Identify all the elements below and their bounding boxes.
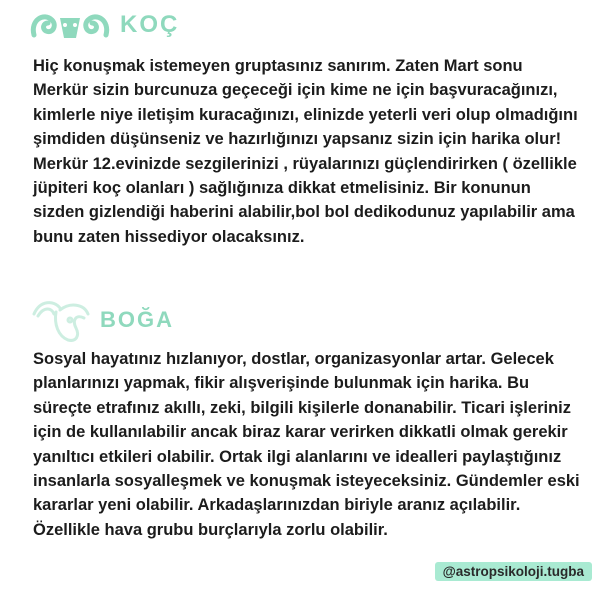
taurus-bull-head-icon — [30, 296, 94, 344]
author-handle-badge: @astropsikoloji.tugba — [435, 562, 592, 581]
taurus-paragraph: Sosyal hayatınız hızlanıyor, dostlar, organizasyonlar artar. Gelecek planlarınızı yapmak, fikir alışverişinde bulunmak için harika. Bu süreçte etrafınız akıllı, zeki, bilgili kişilerle donanabilir. Ticari işleriniz için de kullanılabilir ancak biraz karar verirken dikkatli olmak gerekir yanıltıcı etkileri olabilir. Ortak ilgi alanlarını ve idealleri paylaştığınız insanlarla sosyalleşmek ve konuşmak isteyeceksiniz. Gündemler eski kararlar yeni olabilir. Arkadaşlarınızdan biriyle aranız açılabilir. Özellikle hava grubu burçlarıyla zorlu olabilir. — [33, 350, 580, 539]
aries-ram-horns-icon — [30, 8, 110, 42]
aries-paragraph: Hiç konuşmak istemeyen gruptasınız sanırım. Zaten Mart sonu Merkür sizin burcunuza geçeceği için kime ne için başvuracağınızı, kimlerle niye iletişim kuracağınızı, elinizde yeterli veri olup olmadığını şimdiden düşünseniz ve hazırlığınızı yapsanız sizin için harika olur! Merkür 12.evinizde sezgilerinizi , rüyalarınızı güçlendirirken ( özellikle jüpiteri koç olanları ) sağlığınıza dikkat etmelisiniz. Bir konunun sizden gizlendiği haberini alabilir,bol bol dedikodunuz yapılabilir ama bunu zaten hissediyor olacaksınız. — [33, 57, 578, 246]
aries-title: KOÇ — [120, 11, 180, 38]
taurus-header — [30, 296, 174, 344]
taurus-title: BOĞA — [100, 307, 174, 332]
aries-header — [30, 8, 179, 42]
